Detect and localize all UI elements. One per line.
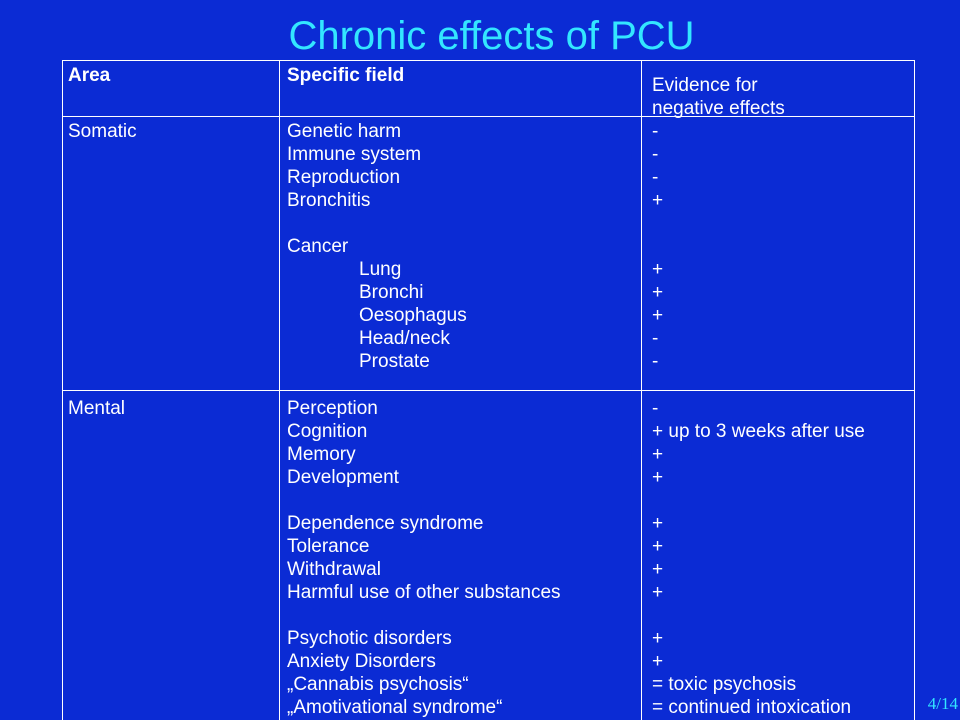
mental-fields [287,397,561,719]
row-area-mental: Mental [68,398,126,419]
somatic-fields [287,120,467,373]
field-item [287,489,561,512]
page-number: 4/14 [927,694,958,713]
field-item: Anxiety Disorders [287,651,436,672]
field-subitem: Head/neck [359,328,450,349]
field-subitem: Oesophagus [359,305,467,326]
field-item: Memory [287,444,356,465]
evidence-item: - [652,328,659,349]
effects-table [62,60,915,720]
evidence-item: + [652,582,664,603]
field-item: Development [287,467,399,488]
field-item [287,212,467,235]
evidence-item: + [652,651,664,672]
evidence-item: + [652,513,664,534]
field-item: Dependence syndrome [287,513,484,534]
evidence-item [652,604,865,627]
evidence-item: + [652,444,664,465]
evidence-item [652,235,663,258]
evidence-item: = continued intoxication [652,697,852,718]
field-item: Withdrawal [287,559,381,580]
field-subitem: Bronchi [359,282,424,303]
evidence-item: + up to 3 weeks after use [652,421,865,442]
evidence-item: + [652,190,664,211]
evidence-item [652,489,865,512]
evidence-item: + [652,259,664,280]
field-item: Perception [287,398,378,419]
evidence-item: - [652,144,659,165]
somatic-evidence [652,120,663,373]
field-subitem: Lung [359,259,402,280]
header-divider [62,116,915,117]
evidence-item: + [652,536,664,557]
evidence-item: + [652,628,664,649]
evidence-item: - [652,167,659,188]
header-evidence-line: Evidence for [652,75,758,96]
field-item: Psychotic disorders [287,628,452,649]
field-item [287,604,561,627]
field-item: Cancer [287,236,349,257]
header-specific-field: Specific field [287,65,405,86]
evidence-item [652,212,663,235]
evidence-item: + [652,559,664,580]
field-item: Tolerance [287,536,370,557]
evidence-item: - [652,398,659,419]
field-subitem: Prostate [359,351,430,372]
header-area: Area [68,65,111,86]
evidence-item: + [652,282,664,303]
evidence-item: - [652,121,659,142]
field-item: Bronchitis [287,190,371,211]
field-item: Cognition [287,421,368,442]
evidence-item: - [652,351,659,372]
header-evidence-line: negative effects [652,98,785,119]
evidence-item: + [652,467,664,488]
field-item: Immune system [287,144,422,165]
mental-evidence [652,397,865,719]
field-item: Genetic harm [287,121,402,142]
slide-title: Chronic effects of PCU [288,14,695,58]
header-evidence [652,74,785,120]
field-item: Reproduction [287,167,401,188]
field-item: Harmful use of other substances [287,582,561,603]
row-area-somatic: Somatic [68,121,137,142]
row-divider [62,390,915,391]
field-item: „Cannabis psychosis“ [287,674,469,695]
table-border-top [62,60,915,61]
evidence-item: + [652,305,664,326]
field-item: „Amotivational syndrome“ [287,697,503,718]
evidence-item: = toxic psychosis [652,674,797,695]
